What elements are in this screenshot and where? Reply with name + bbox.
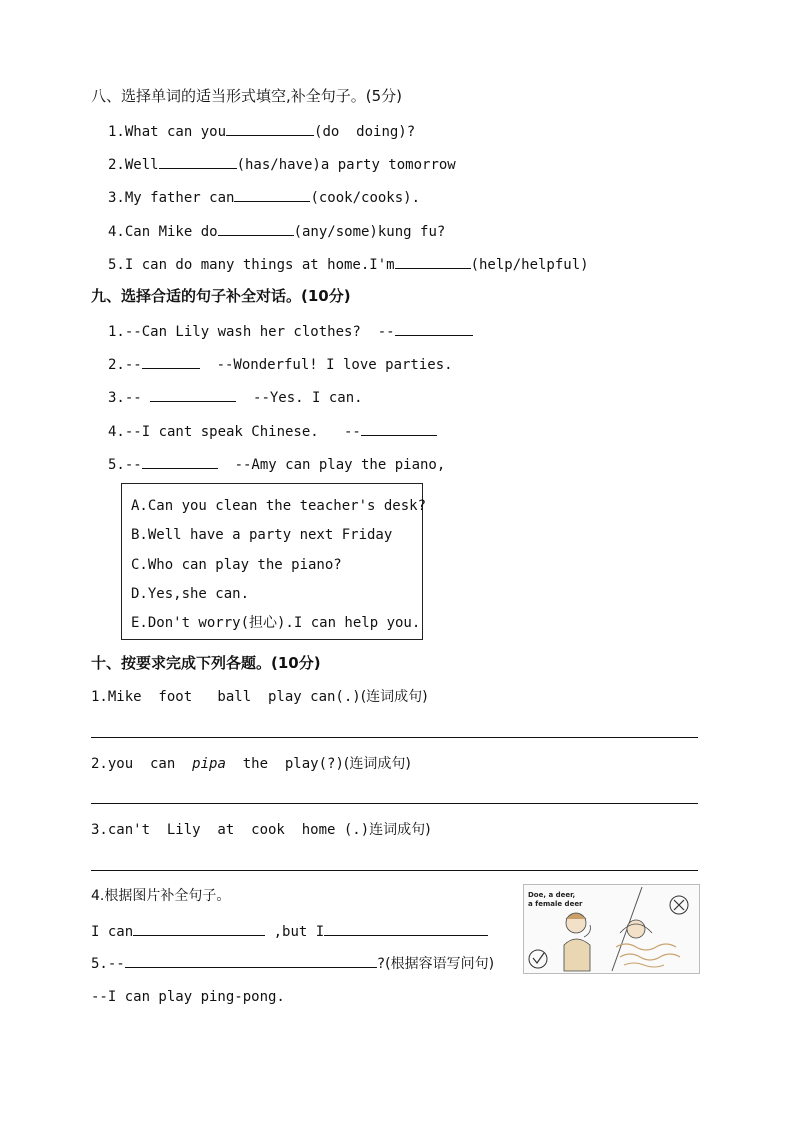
answer-blank[interactable] xyxy=(234,187,310,202)
s9-item-4 xyxy=(108,421,437,442)
answer-blank[interactable] xyxy=(395,254,471,269)
illustration-picture xyxy=(523,884,700,974)
item-text: What can you xyxy=(124,124,227,140)
s10-q5 xyxy=(91,953,494,974)
s9-item-3 xyxy=(108,387,363,408)
question-text: 1.Mike foot ball play can(.) xyxy=(91,689,361,705)
question-hint: (连词成句) xyxy=(360,689,428,705)
question-text: 3.can't Lily at cook home (.) xyxy=(91,822,370,838)
item-text: -- xyxy=(124,357,142,373)
boy-singing-figure xyxy=(564,913,590,971)
item-text: I can do many things at home.I'm xyxy=(124,257,395,273)
answer-blank[interactable] xyxy=(361,421,437,436)
item-text-after: --Yes. I can. xyxy=(236,390,363,406)
check-icon xyxy=(529,950,547,968)
illustration-svg xyxy=(524,885,699,973)
caption-line-2: a female deer xyxy=(528,900,583,908)
item-number: 4. xyxy=(108,424,125,440)
child-swimming-figure xyxy=(616,920,680,967)
cross-icon xyxy=(670,896,688,914)
item-text: Well xyxy=(124,157,159,173)
item-text: --Can Lily wash her clothes? -- xyxy=(124,324,395,340)
item-number: 1. xyxy=(108,324,125,340)
section9-title: 九、选择合适的句子补全对话。(10分) xyxy=(91,287,351,305)
item-choices: (has/have)a party tomorrow xyxy=(236,157,456,173)
s8-item-5 xyxy=(108,254,589,275)
item-text-after: --Amy can play the piano, xyxy=(217,457,446,473)
item-number: 1. xyxy=(108,124,125,140)
answer-blank[interactable] xyxy=(142,354,200,369)
answer-blank[interactable] xyxy=(324,921,488,936)
item-number: 3. xyxy=(108,390,125,406)
s10-q1 xyxy=(91,687,428,707)
s8-item-2 xyxy=(108,154,456,175)
answer-line-3[interactable] xyxy=(91,870,698,871)
item-number: 5. xyxy=(108,457,125,473)
option-a: A.Can you clean the teacher's desk? xyxy=(131,498,427,514)
item-text: -- xyxy=(124,457,142,473)
item-choices: (do doing)? xyxy=(314,124,416,140)
item-text: --I cant speak Chinese. -- xyxy=(124,424,361,440)
s10-q4-title: 4.根据图片补全句子。 xyxy=(91,888,231,904)
item-choices: (cook/cooks). xyxy=(310,190,421,206)
s10-q5-answer: --I can play ping-pong. xyxy=(91,989,285,1005)
s10-q3 xyxy=(91,820,431,840)
answer-blank[interactable] xyxy=(150,387,236,402)
answer-blank[interactable] xyxy=(159,154,237,169)
item-number: 2. xyxy=(108,157,125,173)
question-hint: 连词成句) xyxy=(369,822,431,838)
s10-q2 xyxy=(91,754,411,774)
option-b: B.Well have a party next Friday xyxy=(131,527,393,543)
s8-item-1 xyxy=(108,121,415,142)
item-choices: (help/helpful) xyxy=(470,257,589,273)
item-number: 3. xyxy=(108,190,125,206)
item-text: -- xyxy=(124,390,151,406)
item-text: My father can xyxy=(124,190,235,206)
answer-blank[interactable] xyxy=(142,454,218,469)
s10-q4-sentence xyxy=(91,921,488,942)
option-e: E.Don't worry(担心).I can help you. xyxy=(131,615,421,631)
s9-item-5 xyxy=(108,454,445,475)
answer-blank[interactable] xyxy=(125,953,377,968)
s8-item-3 xyxy=(108,187,420,208)
answer-blank[interactable] xyxy=(395,321,473,336)
item-number: 4. xyxy=(108,224,125,240)
item-number: 5. xyxy=(108,257,125,273)
caption-line-1: Doe, a deer, xyxy=(528,891,576,899)
answer-line-1[interactable] xyxy=(91,737,698,738)
question-text: 5.-- xyxy=(91,956,125,972)
question-word-pipa: pipa xyxy=(192,756,226,772)
option-d: D.Yes,she can. xyxy=(131,586,250,602)
item-choices: (any/some)kung fu? xyxy=(293,224,446,240)
s9-item-1 xyxy=(108,321,473,342)
s9-item-2 xyxy=(108,354,453,375)
item-text: Can Mike do xyxy=(124,224,218,240)
answer-blank[interactable] xyxy=(226,121,314,136)
question-text: 2.you can xyxy=(91,756,193,772)
answer-blank[interactable] xyxy=(218,221,294,236)
s8-item-4 xyxy=(108,221,445,242)
question-hint: (连词成句) xyxy=(343,756,411,772)
answer-blank[interactable] xyxy=(133,921,265,936)
sentence-middle: ,but I xyxy=(265,924,325,940)
section8-title: 八、选择单词的适当形式填空,补全句子。(5分) xyxy=(91,87,403,105)
option-c: C.Who can play the piano? xyxy=(131,557,342,573)
answer-line-2[interactable] xyxy=(91,803,698,804)
section10-title: 十、按要求完成下列各题。(10分) xyxy=(91,654,321,672)
item-text-after: --Wonderful! I love parties. xyxy=(199,357,453,373)
question-mark: ? xyxy=(376,956,386,972)
question-hint: (根据容语写问句) xyxy=(385,956,495,972)
item-number: 2. xyxy=(108,357,125,373)
question-text-end: the play(?) xyxy=(225,756,344,772)
options-box xyxy=(121,483,427,640)
sentence-start: I can xyxy=(91,924,134,940)
